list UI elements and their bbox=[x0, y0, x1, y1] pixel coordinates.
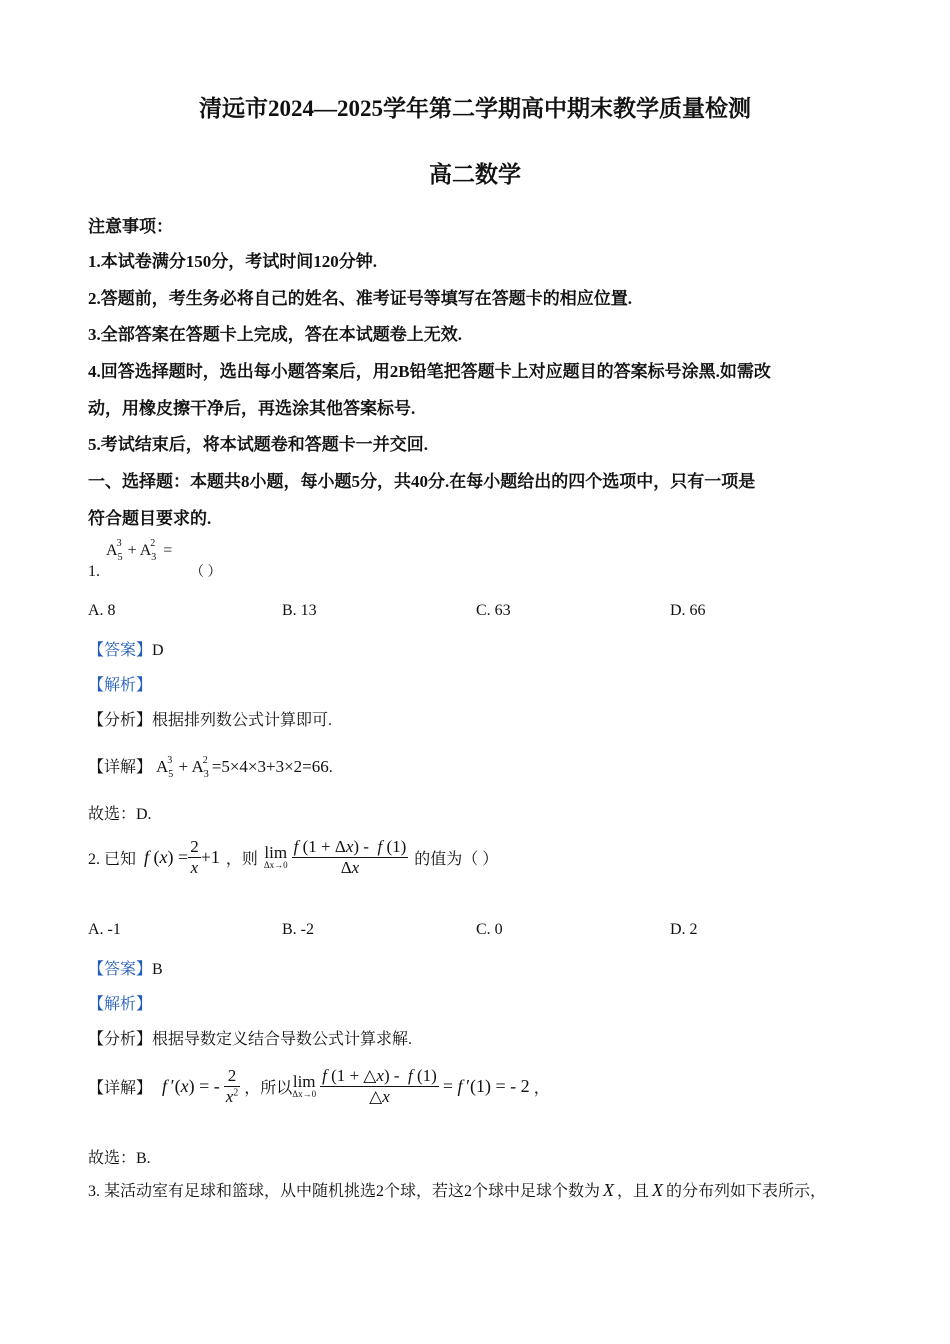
detail-label: 【详解】 bbox=[88, 1079, 153, 1097]
fenxi-label: 【分析】 bbox=[88, 712, 153, 729]
q2-detail-end: ， bbox=[533, 1079, 550, 1097]
q2-option-d: D. 2 bbox=[670, 921, 698, 938]
q2-answer-row bbox=[88, 956, 163, 979]
q2-detail-limit: lim Δx→0 $\frac{f (1 + \triangle x) - f (1)}{\triangle x}$ = f ′(1) = - 2 bbox=[292, 1065, 530, 1106]
q2-tail: 的值为（ ） bbox=[414, 850, 499, 868]
q2-option-a: A. -1 bbox=[88, 921, 121, 938]
q1-analysis-label: 【解析】 bbox=[88, 677, 153, 694]
q2-function: f ( x ) = $\frac{2}{x}$ +1 bbox=[144, 836, 220, 877]
q2-answer-value: B bbox=[152, 961, 163, 978]
q1-paren: （ ） bbox=[190, 565, 222, 580]
q1-fenxi-text: 根据排列数公式计算即可. bbox=[152, 712, 333, 729]
q3-stem bbox=[88, 1178, 826, 1201]
q1-detail-expr: =5×4×3+3×2=66 bbox=[211, 757, 329, 776]
section-heading-line2: 符合题目要求的. bbox=[88, 509, 212, 528]
q3-text-c: 的分布列如下表所示， bbox=[666, 1183, 827, 1200]
q2-fenxi-text: 根据导数定义结合导数公式计算求解. bbox=[152, 1031, 413, 1048]
q1-option-a: A. 8 bbox=[88, 602, 116, 619]
q2-number: 2. 已知 bbox=[88, 850, 137, 868]
section-heading-line1: 一、选择题：本题共8小题，每小题5分，共40分.在每小题给出的四个选项中，只有一项是 bbox=[88, 472, 756, 491]
q1-number: 1. bbox=[88, 563, 100, 580]
q2-option-c: C. 0 bbox=[476, 921, 503, 938]
q1-fenxi-row bbox=[88, 707, 332, 730]
q1-detail-end: . bbox=[328, 759, 333, 776]
q2-detail-row bbox=[88, 1058, 550, 1114]
exam-subtitle: 高二数学 bbox=[429, 162, 521, 187]
q2-mid: ，则 bbox=[225, 850, 258, 868]
q2-fenxi-row bbox=[88, 1026, 412, 1049]
q1-conclusion: 故选：D. bbox=[88, 806, 152, 823]
note-item-4: 4.回答选择题时，选出每小题答案后，用2B铅笔把答题卡上对应题目的答案标号涂黑.如需改 bbox=[88, 362, 771, 381]
notes-heading: 注意事项： bbox=[88, 217, 173, 236]
q1-answer-value: D bbox=[152, 642, 164, 659]
fenxi-label: 【分析】 bbox=[88, 1031, 153, 1048]
q2-option-b: B. -2 bbox=[282, 921, 314, 938]
q1-option-c: C. 63 bbox=[476, 602, 511, 619]
exam-title: 清远市2024—2025学年第二学期高中期末教学质量检测 bbox=[199, 96, 751, 121]
q3-text-b: ，且 bbox=[617, 1183, 650, 1200]
q1-option-b: B. 13 bbox=[282, 602, 317, 619]
note-item-1: 1.本试卷满分150分，考试时间120分钟. bbox=[88, 252, 377, 271]
note-item-2: 2.答题前，考生务必将自己的姓名、准考证号等填写在答题卡的相应位置. bbox=[88, 289, 632, 308]
answer-label: 【答案】 bbox=[88, 642, 153, 659]
answer-label: 【答案】 bbox=[88, 961, 153, 978]
q3-text-a: 3. 某活动室有足球和篮球，从中随机挑选2个球，若这2个球中足球个数为 bbox=[88, 1183, 601, 1200]
q1-formula: $A_5^3 + A_3^2$ = bbox=[106, 538, 173, 563]
q2-stem bbox=[88, 832, 498, 882]
q3-var-1: X bbox=[603, 1180, 615, 1200]
q1-detail-formula: $A_5^3 + A_3^2 =5\times 4\times 3+3\times 2=66$ bbox=[156, 755, 329, 780]
q2-conclusion: 故选：B. bbox=[88, 1150, 151, 1167]
note-item-3: 3.全部答案在答题卡上完成，答在本试题卷上无效. bbox=[88, 325, 462, 344]
q2-detail-mid: ，所以 bbox=[244, 1079, 293, 1097]
q1-detail-row bbox=[88, 754, 333, 780]
q1-option-d: D. 66 bbox=[670, 602, 706, 619]
note-item-4-cont: 动，用橡皮擦干净后，再选涂其他答案标号. bbox=[88, 399, 416, 418]
q3-var-2: X bbox=[652, 1180, 664, 1200]
note-item-5: 5.考试结束后，将本试题卷和答题卡一并交回. bbox=[88, 435, 428, 454]
q2-limit: lim Δx→0 $\frac{f (1 + \Delta x) - f (1)}{\Delta x}$ bbox=[263, 836, 407, 877]
q2-analysis-label: 【解析】 bbox=[88, 996, 153, 1013]
detail-label: 【详解】 bbox=[88, 759, 153, 776]
q2-derivative: f ′( x ) = - $\frac{2}{x^2}$ bbox=[162, 1065, 239, 1106]
q1-answer-row bbox=[88, 637, 164, 660]
